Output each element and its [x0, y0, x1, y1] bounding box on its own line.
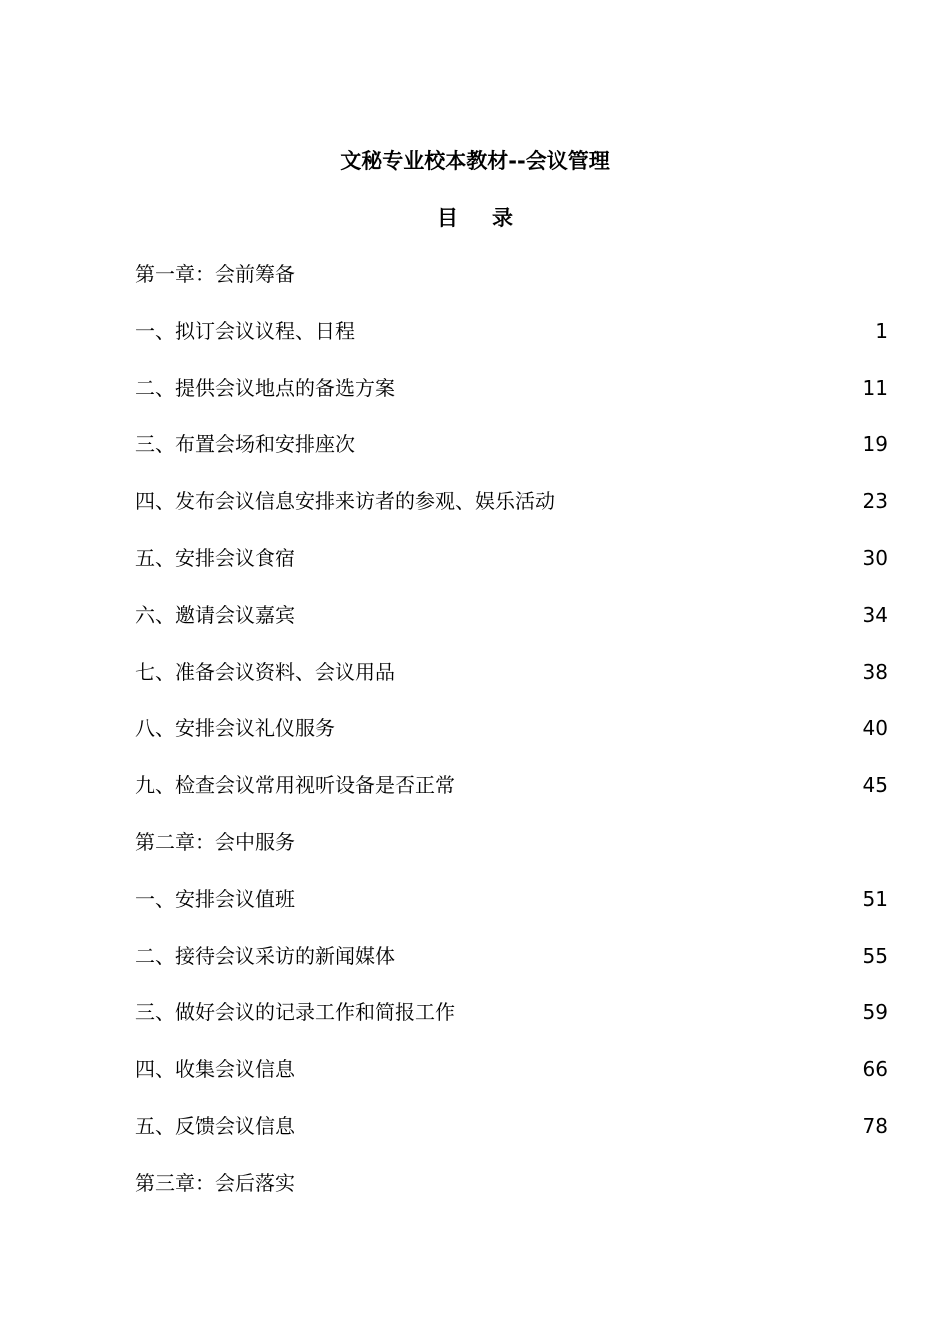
toc-entry-row — [135, 429, 888, 486]
toc-entry-row — [135, 884, 888, 941]
toc-entry-title: 二、提供会议地点的备选方案 — [135, 375, 395, 400]
toc-entry-row — [135, 657, 888, 714]
toc-page-number: 78 — [862, 1113, 888, 1138]
toc-page-number: 45 — [862, 773, 888, 798]
document-title: 文秘专业校本教材--会议管理 — [340, 149, 610, 173]
toc-chapter-row — [135, 1168, 888, 1225]
toc-entry-title: 一、安排会议值班 — [135, 886, 295, 911]
toc-page-number: 51 — [862, 886, 888, 911]
toc-entry-title: 六、邀请会议嘉宾 — [135, 602, 295, 627]
toc-chapter-row — [135, 259, 888, 316]
toc-page-number: 1 — [875, 318, 888, 343]
toc-chapter-title: 第二章：会中服务 — [135, 829, 295, 854]
toc-page-number: 59 — [862, 1000, 888, 1025]
toc-page-number: 66 — [862, 1057, 888, 1082]
toc-page-number: 34 — [862, 602, 888, 627]
toc-chapter-title: 第三章：会后落实 — [135, 1170, 295, 1195]
toc-entry-title: 八、安排会议礼仪服务 — [135, 716, 335, 741]
toc-entry-title: 五、安排会议食宿 — [135, 545, 295, 570]
toc-entry-row — [135, 997, 888, 1054]
toc-heading — [0, 203, 950, 233]
toc-page-number: 38 — [862, 659, 888, 684]
toc-entry-row — [135, 600, 888, 657]
toc-page-number: 55 — [862, 943, 888, 968]
toc-heading-char-2: 录 — [492, 206, 513, 230]
toc-page-number: 23 — [862, 489, 888, 514]
toc-entry-title: 四、发布会议信息安排来访者的参观、娱乐活动 — [135, 489, 555, 514]
toc-entry-row — [135, 770, 888, 827]
toc-entry-title: 九、检查会议常用视听设备是否正常 — [135, 773, 455, 798]
toc-chapter-title: 第一章：会前筹备 — [135, 262, 295, 286]
toc-entry-title: 二、接待会议采访的新闻媒体 — [135, 943, 395, 968]
toc-entry-row — [135, 1111, 888, 1168]
toc-chapter-row — [135, 827, 888, 884]
toc-page-number: 19 — [862, 432, 888, 457]
toc-entry-row — [135, 713, 888, 770]
table-of-contents — [135, 259, 888, 1225]
toc-entry-title: 七、准备会议资料、会议用品 — [135, 659, 395, 684]
toc-entry-row — [135, 941, 888, 998]
toc-entry-row — [135, 1054, 888, 1111]
toc-entry-title: 五、反馈会议信息 — [135, 1113, 295, 1138]
toc-entry-row — [135, 486, 888, 543]
toc-entry-title: 三、做好会议的记录工作和简报工作 — [135, 1000, 455, 1025]
toc-page-number: 11 — [862, 375, 888, 400]
toc-heading-char-1: 目 — [437, 206, 458, 230]
toc-entry-row — [135, 543, 888, 600]
toc-entry-row — [135, 316, 888, 373]
toc-entry-title: 三、布置会场和安排座次 — [135, 432, 355, 457]
toc-entry-row — [135, 373, 888, 430]
toc-page-number: 40 — [862, 716, 888, 741]
toc-entry-title: 四、收集会议信息 — [135, 1057, 295, 1082]
toc-entry-title: 一、拟订会议议程、日程 — [135, 318, 355, 343]
toc-page-number: 30 — [862, 545, 888, 570]
